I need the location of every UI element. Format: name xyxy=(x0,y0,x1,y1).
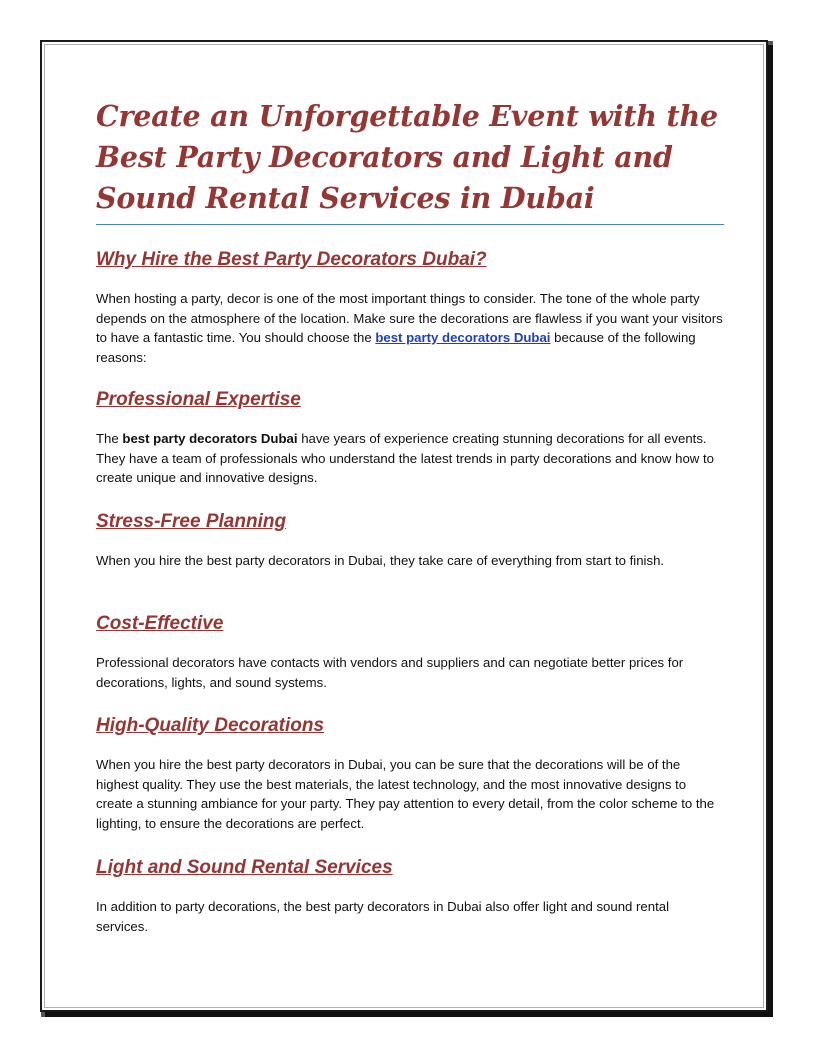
bold-keyword: best party decorators Dubai xyxy=(122,431,298,446)
section-high-quality-decorations xyxy=(96,714,724,833)
section-heading: High-Quality Decorations xyxy=(96,715,325,736)
section-heading: Why Hire the Best Party Decorators Dubai? xyxy=(96,249,487,270)
document-body xyxy=(96,96,724,934)
section-paragraph xyxy=(96,289,724,367)
paragraph-text: have years of experience creating stunning decorations for all events. They have a team of professionals who understand the latest trends in party decorations and know how to create unique and innovative designs. xyxy=(96,431,714,485)
section-paragraph: Professional decorators have contacts with vendors and suppliers and can negotiate better prices for decorations, lights, and sound systems. xyxy=(96,655,684,690)
section-paragraph: When you hire the best party decorators in Dubai, you can be sure that the decorations will be of the highest quality. They use the best materials, the latest technology, and the most innovative designs to create a stunning ambiance for your party. They pay attention to every detail, from the color scheme to the lighting, to ensure the decorations are perfect. xyxy=(96,757,715,831)
section-heading: Light and Sound Rental Services xyxy=(96,857,393,878)
section-paragraph: When you hire the best party decorators in Dubai, they take care of everything from start to finish. xyxy=(96,553,665,568)
section-professional-expertise xyxy=(96,388,724,488)
section-light-and-sound xyxy=(96,856,724,936)
section-heading: Professional Expertise xyxy=(96,389,301,410)
paragraph-text: When hosting a party, decor is one of the most important things to consider. The tone of the whole party depends on the atmosphere of the location. Make sure the decorations are flawless if you want your visitors to have a fantastic time. You should choose the xyxy=(96,291,723,345)
section-cost-effective xyxy=(96,612,724,692)
paragraph-text: The xyxy=(96,431,123,446)
section-heading: Stress-Free Planning xyxy=(96,511,287,532)
best-party-decorators-link[interactable]: best party decorators Dubai xyxy=(375,330,551,345)
document-title: Create an Unforgettable Event with the Best Party Decorators and Light and Sound Rental Services in Dubai xyxy=(96,96,724,225)
section-heading: Cost-Effective xyxy=(96,613,224,634)
section-why-hire xyxy=(96,248,724,367)
section-paragraph: In addition to party decorations, the best party decorators in Dubai also offer light and sound rental services. xyxy=(96,899,670,934)
section-paragraph xyxy=(96,429,724,488)
paragraph-text: because of the following reasons: xyxy=(96,330,696,365)
section-stress-free-planning xyxy=(96,510,724,571)
